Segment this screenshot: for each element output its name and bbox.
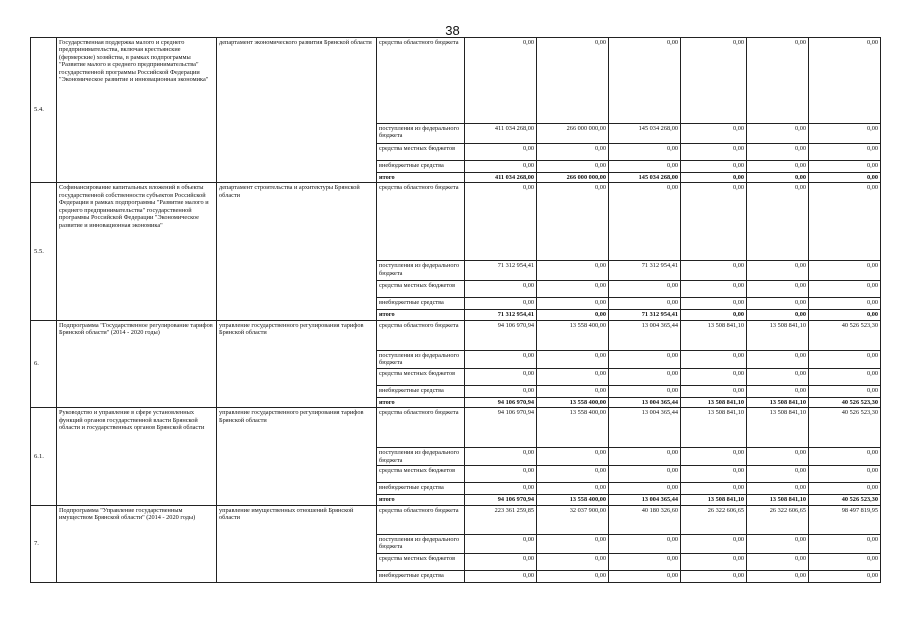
- table-body: [31, 38, 881, 583]
- amount-cell: 0,00: [809, 350, 881, 368]
- amount-cell: 0,00: [609, 553, 681, 570]
- amount-cell: 13 508 841,10: [681, 320, 747, 350]
- amount-cell: 0,00: [747, 183, 809, 261]
- measure-name: Подпрограмма "Управление государственным имуществом Брянской области" (2014 - 2020 годы): [57, 505, 217, 582]
- amount-cell: 0,00: [465, 466, 537, 483]
- table-row: [31, 408, 881, 448]
- amount-cell: 0,00: [465, 38, 537, 124]
- amount-cell: 0,00: [465, 281, 537, 298]
- amount-cell: 411 034 268,00: [465, 124, 537, 144]
- executor: департамент экономического развития Брянской области: [217, 38, 377, 183]
- amount-cell: 0,00: [747, 466, 809, 483]
- amount-cell: 40 526 523,30: [809, 495, 881, 505]
- amount-cell: 0,00: [609, 534, 681, 553]
- amount-cell: 13 508 841,10: [747, 495, 809, 505]
- amount-cell: 13 508 841,10: [681, 408, 747, 448]
- amount-cell: 0,00: [537, 570, 609, 582]
- amount-cell: 0,00: [681, 161, 747, 173]
- amount-cell: 0,00: [809, 570, 881, 582]
- amount-cell: 0,00: [537, 144, 609, 161]
- amount-cell: 71 312 954,41: [609, 261, 681, 281]
- amount-cell: 0,00: [609, 298, 681, 310]
- amount-cell: 0,00: [809, 483, 881, 495]
- amount-cell: 94 106 970,94: [465, 397, 537, 407]
- amount-cell: 0,00: [609, 385, 681, 397]
- amount-cell: 0,00: [747, 144, 809, 161]
- amount-cell: 0,00: [809, 310, 881, 320]
- amount-cell: 0,00: [747, 161, 809, 173]
- amount-cell: 0,00: [747, 310, 809, 320]
- table-row: [31, 505, 881, 534]
- funding-source-total: итого: [377, 397, 465, 407]
- amount-cell: 0,00: [747, 385, 809, 397]
- amount-cell: 13 508 841,10: [747, 408, 809, 448]
- funding-source-local: средства местных бюджетов: [377, 553, 465, 570]
- amount-cell: 94 106 970,94: [465, 408, 537, 448]
- amount-cell: 0,00: [681, 466, 747, 483]
- amount-cell: 0,00: [681, 183, 747, 261]
- amount-cell: 0,00: [537, 261, 609, 281]
- amount-cell: 26 322 606,65: [747, 505, 809, 534]
- amount-cell: 223 361 259,85: [465, 505, 537, 534]
- amount-cell: 0,00: [681, 368, 747, 385]
- executor: управление имущественных отношений Брянской области: [217, 505, 377, 582]
- amount-cell: 0,00: [681, 281, 747, 298]
- amount-cell: 0,00: [747, 368, 809, 385]
- amount-cell: 13 004 365,44: [609, 495, 681, 505]
- amount-cell: 40 526 523,30: [809, 397, 881, 407]
- amount-cell: 40 526 523,30: [809, 320, 881, 350]
- amount-cell: 32 037 900,00: [537, 505, 609, 534]
- amount-cell: 0,00: [465, 570, 537, 582]
- amount-cell: 98 497 819,95: [809, 505, 881, 534]
- budget-table: [30, 37, 881, 583]
- amount-cell: 94 106 970,94: [465, 320, 537, 350]
- amount-cell: 0,00: [609, 466, 681, 483]
- funding-source-total: итого: [377, 495, 465, 505]
- table-row: [31, 38, 881, 124]
- amount-cell: 13 558 400,00: [537, 408, 609, 448]
- amount-cell: 0,00: [537, 183, 609, 261]
- funding-source-federal: поступления из федерального бюджета: [377, 534, 465, 553]
- amount-cell: 0,00: [809, 385, 881, 397]
- amount-cell: 0,00: [681, 534, 747, 553]
- funding-source-local: средства местных бюджетов: [377, 368, 465, 385]
- executor: департамент строительства и архитектуры Брянской области: [217, 183, 377, 320]
- amount-cell: 0,00: [809, 466, 881, 483]
- amount-cell: 0,00: [747, 38, 809, 124]
- amount-cell: 0,00: [609, 144, 681, 161]
- amount-cell: 0,00: [681, 448, 747, 466]
- amount-cell: 0,00: [809, 553, 881, 570]
- amount-cell: 0,00: [609, 368, 681, 385]
- funding-source-federal: поступления из федерального бюджета: [377, 350, 465, 368]
- funding-source-local: средства местных бюджетов: [377, 466, 465, 483]
- amount-cell: 0,00: [537, 298, 609, 310]
- amount-cell: 0,00: [809, 38, 881, 124]
- amount-cell: 0,00: [465, 553, 537, 570]
- amount-cell: 0,00: [537, 38, 609, 124]
- row-number: 7.: [31, 505, 57, 582]
- amount-cell: 13 508 841,10: [747, 320, 809, 350]
- measure-name: Государственная поддержка малого и среднего предпринимательства, включая крестьянские (фермерские) хозяйства, в рамках подпрограммы "Развитие малого и среднего предпринимательства" государственной программы Российской Федерации "Экономическое развитие и инновационная экономика": [57, 38, 217, 183]
- funding-source-regional: средства областного бюджета: [377, 38, 465, 124]
- amount-cell: 0,00: [681, 350, 747, 368]
- amount-cell: 0,00: [809, 124, 881, 144]
- amount-cell: 0,00: [465, 144, 537, 161]
- amount-cell: 71 312 954,41: [465, 310, 537, 320]
- funding-source-federal: поступления из федерального бюджета: [377, 448, 465, 466]
- measure-name: Руководство и управление в сфере установленных функций органов государственной власти Брянской области и государственных органов Брянской области: [57, 408, 217, 505]
- amount-cell: 0,00: [747, 483, 809, 495]
- amount-cell: 0,00: [537, 350, 609, 368]
- amount-cell: 0,00: [809, 298, 881, 310]
- row-number: 6.1.: [31, 408, 57, 505]
- funding-source-regional: средства областного бюджета: [377, 505, 465, 534]
- executor: управление государственного регулирования тарифов Брянской области: [217, 408, 377, 505]
- amount-cell: 0,00: [809, 534, 881, 553]
- funding-source-local: средства местных бюджетов: [377, 281, 465, 298]
- table-row: [31, 183, 881, 261]
- amount-cell: 0,00: [747, 448, 809, 466]
- amount-cell: 0,00: [809, 261, 881, 281]
- amount-cell: 0,00: [465, 368, 537, 385]
- amount-cell: 0,00: [609, 350, 681, 368]
- amount-cell: 0,00: [681, 385, 747, 397]
- amount-cell: 0,00: [681, 124, 747, 144]
- amount-cell: 0,00: [465, 298, 537, 310]
- amount-cell: 40 526 523,30: [809, 408, 881, 448]
- amount-cell: 0,00: [681, 261, 747, 281]
- amount-cell: 94 106 970,94: [465, 495, 537, 505]
- amount-cell: 0,00: [609, 183, 681, 261]
- amount-cell: 0,00: [465, 534, 537, 553]
- amount-cell: 0,00: [747, 570, 809, 582]
- amount-cell: 0,00: [465, 350, 537, 368]
- amount-cell: 0,00: [537, 534, 609, 553]
- funding-source-extra: внебюджетные средства: [377, 298, 465, 310]
- amount-cell: 266 000 000,00: [537, 173, 609, 183]
- amount-cell: 0,00: [681, 298, 747, 310]
- funding-source-federal: поступления из федерального бюджета: [377, 124, 465, 144]
- amount-cell: 13 558 400,00: [537, 397, 609, 407]
- amount-cell: 0,00: [537, 385, 609, 397]
- amount-cell: 13 558 400,00: [537, 495, 609, 505]
- amount-cell: 0,00: [537, 161, 609, 173]
- amount-cell: 0,00: [609, 38, 681, 124]
- amount-cell: 0,00: [537, 368, 609, 385]
- amount-cell: 0,00: [537, 310, 609, 320]
- amount-cell: 0,00: [747, 553, 809, 570]
- funding-source-regional: средства областного бюджета: [377, 320, 465, 350]
- amount-cell: 71 312 954,41: [465, 261, 537, 281]
- amount-cell: 0,00: [681, 144, 747, 161]
- amount-cell: 13 004 365,44: [609, 320, 681, 350]
- amount-cell: 0,00: [809, 281, 881, 298]
- funding-source-total: итого: [377, 310, 465, 320]
- amount-cell: 0,00: [809, 183, 881, 261]
- amount-cell: 0,00: [681, 483, 747, 495]
- funding-source-extra: внебюджетные средства: [377, 385, 465, 397]
- amount-cell: 0,00: [537, 448, 609, 466]
- funding-source-extra: внебюджетные средства: [377, 570, 465, 582]
- amount-cell: 0,00: [809, 173, 881, 183]
- amount-cell: 145 034 268,00: [609, 173, 681, 183]
- amount-cell: 0,00: [537, 281, 609, 298]
- amount-cell: 0,00: [465, 385, 537, 397]
- amount-cell: 0,00: [609, 161, 681, 173]
- amount-cell: 13 004 365,44: [609, 397, 681, 407]
- amount-cell: 0,00: [465, 183, 537, 261]
- amount-cell: 13 004 365,44: [609, 408, 681, 448]
- funding-source-extra: внебюджетные средства: [377, 483, 465, 495]
- amount-cell: 0,00: [747, 534, 809, 553]
- amount-cell: 13 508 841,10: [681, 495, 747, 505]
- amount-cell: 0,00: [537, 553, 609, 570]
- amount-cell: 0,00: [809, 144, 881, 161]
- executor: управление государственного регулирования тарифов Брянской области: [217, 320, 377, 407]
- amount-cell: 13 558 400,00: [537, 320, 609, 350]
- amount-cell: 0,00: [747, 350, 809, 368]
- amount-cell: 26 322 606,65: [681, 505, 747, 534]
- amount-cell: 0,00: [681, 570, 747, 582]
- amount-cell: 0,00: [681, 173, 747, 183]
- amount-cell: 13 508 841,10: [747, 397, 809, 407]
- amount-cell: 0,00: [537, 466, 609, 483]
- funding-source-local: средства местных бюджетов: [377, 144, 465, 161]
- row-number: 6.: [31, 320, 57, 407]
- amount-cell: 0,00: [681, 38, 747, 124]
- amount-cell: 40 180 326,60: [609, 505, 681, 534]
- amount-cell: 0,00: [809, 161, 881, 173]
- funding-source-regional: средства областного бюджета: [377, 183, 465, 261]
- amount-cell: 0,00: [681, 553, 747, 570]
- amount-cell: 266 000 000,00: [537, 124, 609, 144]
- amount-cell: 0,00: [609, 281, 681, 298]
- amount-cell: 0,00: [609, 483, 681, 495]
- amount-cell: 0,00: [465, 483, 537, 495]
- amount-cell: 0,00: [747, 298, 809, 310]
- row-number: 5.5.: [31, 183, 57, 320]
- amount-cell: 0,00: [809, 448, 881, 466]
- measure-name: Софинансирование капитальных вложений в объекты государственной собственности субъектов Российской Федерации в рамках подпрограммы "Развитие малого и среднего предпринимательства" государственной программы Российской Федерации "Экономическое развитие и инновационная экономика": [57, 183, 217, 320]
- funding-source-federal: поступления из федерального бюджета: [377, 261, 465, 281]
- amount-cell: 0,00: [609, 448, 681, 466]
- amount-cell: 0,00: [537, 483, 609, 495]
- amount-cell: 0,00: [747, 124, 809, 144]
- measure-name: Подпрограмма "Государственное регулирование тарифов Брянской области" (2014 - 2020 годы): [57, 320, 217, 407]
- funding-source-regional: средства областного бюджета: [377, 408, 465, 448]
- amount-cell: 0,00: [681, 310, 747, 320]
- page-number: 38: [445, 23, 460, 38]
- amount-cell: 145 034 268,00: [609, 124, 681, 144]
- amount-cell: 0,00: [747, 261, 809, 281]
- amount-cell: 0,00: [465, 161, 537, 173]
- row-number: 5.4.: [31, 38, 57, 183]
- funding-source-total: итого: [377, 173, 465, 183]
- amount-cell: 0,00: [809, 368, 881, 385]
- funding-source-extra: внебюджетные средства: [377, 161, 465, 173]
- amount-cell: 0,00: [747, 281, 809, 298]
- table-row: [31, 320, 881, 350]
- amount-cell: 0,00: [747, 173, 809, 183]
- amount-cell: 13 508 841,10: [681, 397, 747, 407]
- amount-cell: 0,00: [609, 570, 681, 582]
- amount-cell: 71 312 954,41: [609, 310, 681, 320]
- amount-cell: 0,00: [465, 448, 537, 466]
- amount-cell: 411 034 268,00: [465, 173, 537, 183]
